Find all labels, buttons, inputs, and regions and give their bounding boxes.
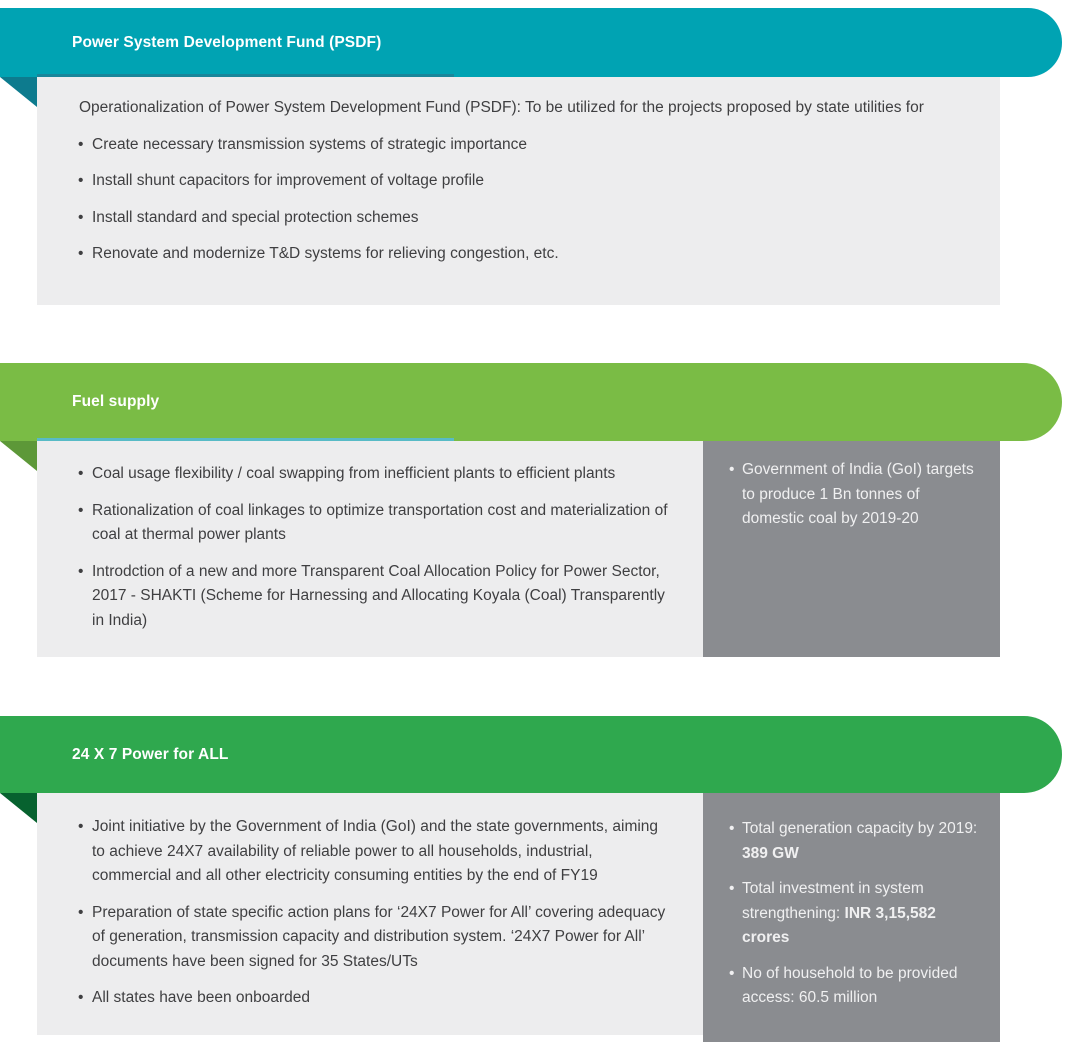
bullet-text: All states have been onboarded [92, 989, 311, 1006]
bullet-text: Install standard and special protection schemes [92, 208, 419, 226]
psdf-section-header [0, 8, 1062, 77]
power-for-all-side-bullet-list [729, 817, 982, 1011]
bullet-text: Rationalization of coal linkages to optimize transportation cost and materialization of coal at thermal power plants [92, 501, 668, 543]
bullet-item [78, 986, 673, 1011]
bullet-text-bold: INR 3,15,582 crores [742, 904, 936, 946]
bullet-text: Government of India (GoI) targets to produce 1 Bn tonnes of domestic coal by 2019-20 [742, 461, 974, 527]
fuel-supply-side-note-panel [703, 441, 1000, 657]
power-for-all-section-header [0, 716, 1062, 793]
bullet-item [78, 815, 673, 889]
bullet-text: Total investment in system strengthening: [742, 880, 924, 922]
fuel-supply-bullet-list [78, 462, 673, 633]
psdf-section-title: Power System Development Fund (PSDF) [72, 33, 382, 51]
bullet-text: Total generation capacity by 2019: [742, 820, 978, 837]
bullet-item [78, 499, 673, 548]
power-for-all-section-title: 24 X 7 Power for ALL [72, 745, 229, 763]
bullet-text: No of household to be provided access: 60.5 million [742, 964, 958, 1006]
fuel-supply-body-panel [37, 441, 703, 657]
fuel-supply-section-title: Fuel supply [72, 393, 160, 410]
psdf-bullet-list [78, 133, 960, 267]
psdf-body-panel [37, 77, 1000, 305]
bullet-item [78, 133, 960, 158]
bullet-item [78, 169, 960, 194]
power-for-all-bullet-list [78, 815, 673, 1011]
bullet-item [78, 462, 673, 487]
bullet-text: Introdction of a new and more Transparent Coal Allocation Policy for Power Sector, 2017 - SHAKTI (Scheme for Harnessing and Allocating Koyala (Coal) Transparently in India) [92, 562, 665, 629]
bullet-text: Install shunt capacitors for improvement of voltage profile [92, 172, 484, 189]
bullet-item [729, 817, 982, 866]
power-for-all-ribbon-fold [0, 793, 37, 823]
bullet-item [729, 962, 982, 1011]
bullet-item [78, 901, 673, 975]
bullet-text: Joint initiative by the Government of India (GoI) and the state governments, aiming to achieve 24X7 availability of reliable power to all households, industrial, commercial and all other electricity consuming entities by the end of FY19 [92, 818, 659, 884]
power-for-all-body-panel [37, 793, 703, 1035]
bullet-item [78, 206, 960, 231]
bullet-item [78, 242, 960, 267]
psdf-intro-text: Operationalization of Power System Development Fund (PSDF): To be utilized for the projects proposed by state utilities for [79, 99, 924, 116]
bullet-item [729, 458, 982, 532]
bullet-item [78, 560, 673, 634]
bullet-text-bold: 389 GW [742, 844, 799, 862]
bullet-item [729, 877, 982, 951]
bullet-text: Coal usage flexibility / coal swapping from inefficient plants to efficient plants [92, 465, 616, 482]
fuel-supply-section-header [0, 363, 1062, 441]
bullet-text: Create necessary transmission systems of strategic importance [92, 135, 528, 153]
psdf-ribbon-fold [0, 77, 37, 107]
bullet-text: Renovate and modernize T&D systems for relieving congestion, etc. [92, 245, 559, 262]
power-for-all-side-note-panel [703, 793, 1000, 1042]
bullet-text: Preparation of state specific action plans for ‘24X7 Power for All’ covering adequacy of generation, transmission capacity and distribution system. ‘24X7 Power for All’ documents have been signed for 35 States/UTs [92, 903, 666, 970]
fuel-supply-side-bullet-list [729, 458, 982, 532]
fuel-supply-ribbon-fold [0, 441, 37, 471]
